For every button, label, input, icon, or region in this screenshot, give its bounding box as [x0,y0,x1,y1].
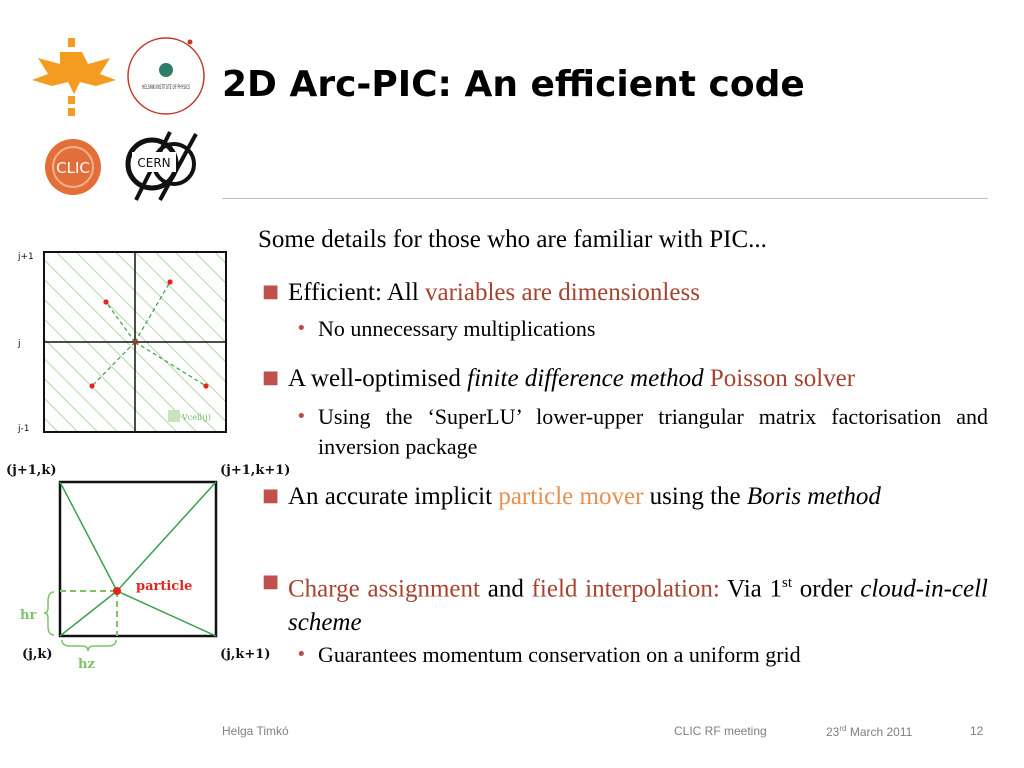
label-hz: hz [78,657,95,672]
cern-logo-text: CERN [137,156,171,170]
page-number: 12 [970,724,984,738]
particle-cell-diagram [4,458,294,674]
bullet-particle-mover: ■ An accurate implicit particle mover using the Boris method [288,480,988,514]
label-hr: hr [20,608,37,623]
square-bullet-icon: ■ [262,281,280,302]
square-bullet-icon: ■ [262,485,280,506]
subbullet-superlu: • Using the ‘SuperLU’ lower-upper triangular matrix factorisation and inversion package [296,404,988,459]
cern-logo [122,128,204,204]
hip-logo-text: HELSINKI INSTITUTE OF PHYSICS [142,84,191,91]
square-bullet-icon: ■ [262,571,280,592]
subbullet-multiplications: • No unnecessary multiplications [318,314,988,344]
intro-text: Some details for those who are familiar with PIC... [258,226,767,253]
footer-author: Helga Timkó [222,724,289,738]
label-j-k: (j,k) [22,647,53,662]
bullet-charge-assignment: ■ Charge assignment and field interpolation: Via 1st order cloud-in-cell scheme [288,566,988,640]
subbullet-momentum: • Guarantees momentum conservation on a uniform grid [318,640,988,670]
clic-logo [44,138,102,196]
svg-text:✕: ✕ [131,338,140,349]
grid-cell-diagram [10,246,230,438]
label-j-plus-1: j+1 [18,252,34,262]
bullet-poisson: ■ A well-optimised finite difference method Poisson solver [288,362,988,396]
dot-bullet-icon: • [296,406,307,427]
title-divider [222,198,988,199]
helsinki-institute-of-physics-logo [124,34,208,118]
label-j-k1: (j,k+1) [220,647,271,662]
label-j1-k: (j+1,k) [6,463,57,478]
slide-title: 2D Arc-PIC: An efficient code [222,64,805,105]
clic-logo-text: CLIC [56,159,90,177]
label-j-minus-1: j-1 [18,424,30,434]
dot-bullet-icon: • [296,644,307,665]
dot-bullet-icon: • [296,318,307,339]
footer-date: 23rd March 2011 [826,724,913,739]
bullet-efficient: ■ Efficient: All variables are dimensionless [288,276,988,310]
label-j: j [18,339,21,349]
label-j1-k1: (j+1,k+1) [220,463,291,478]
university-of-helsinki-logo [30,34,118,118]
square-bullet-icon: ■ [262,367,280,388]
footer-meeting: CLIC RF meeting [674,724,767,738]
label-particle: particle [136,579,193,594]
label-vcell: Vcell(j) [182,413,211,422]
